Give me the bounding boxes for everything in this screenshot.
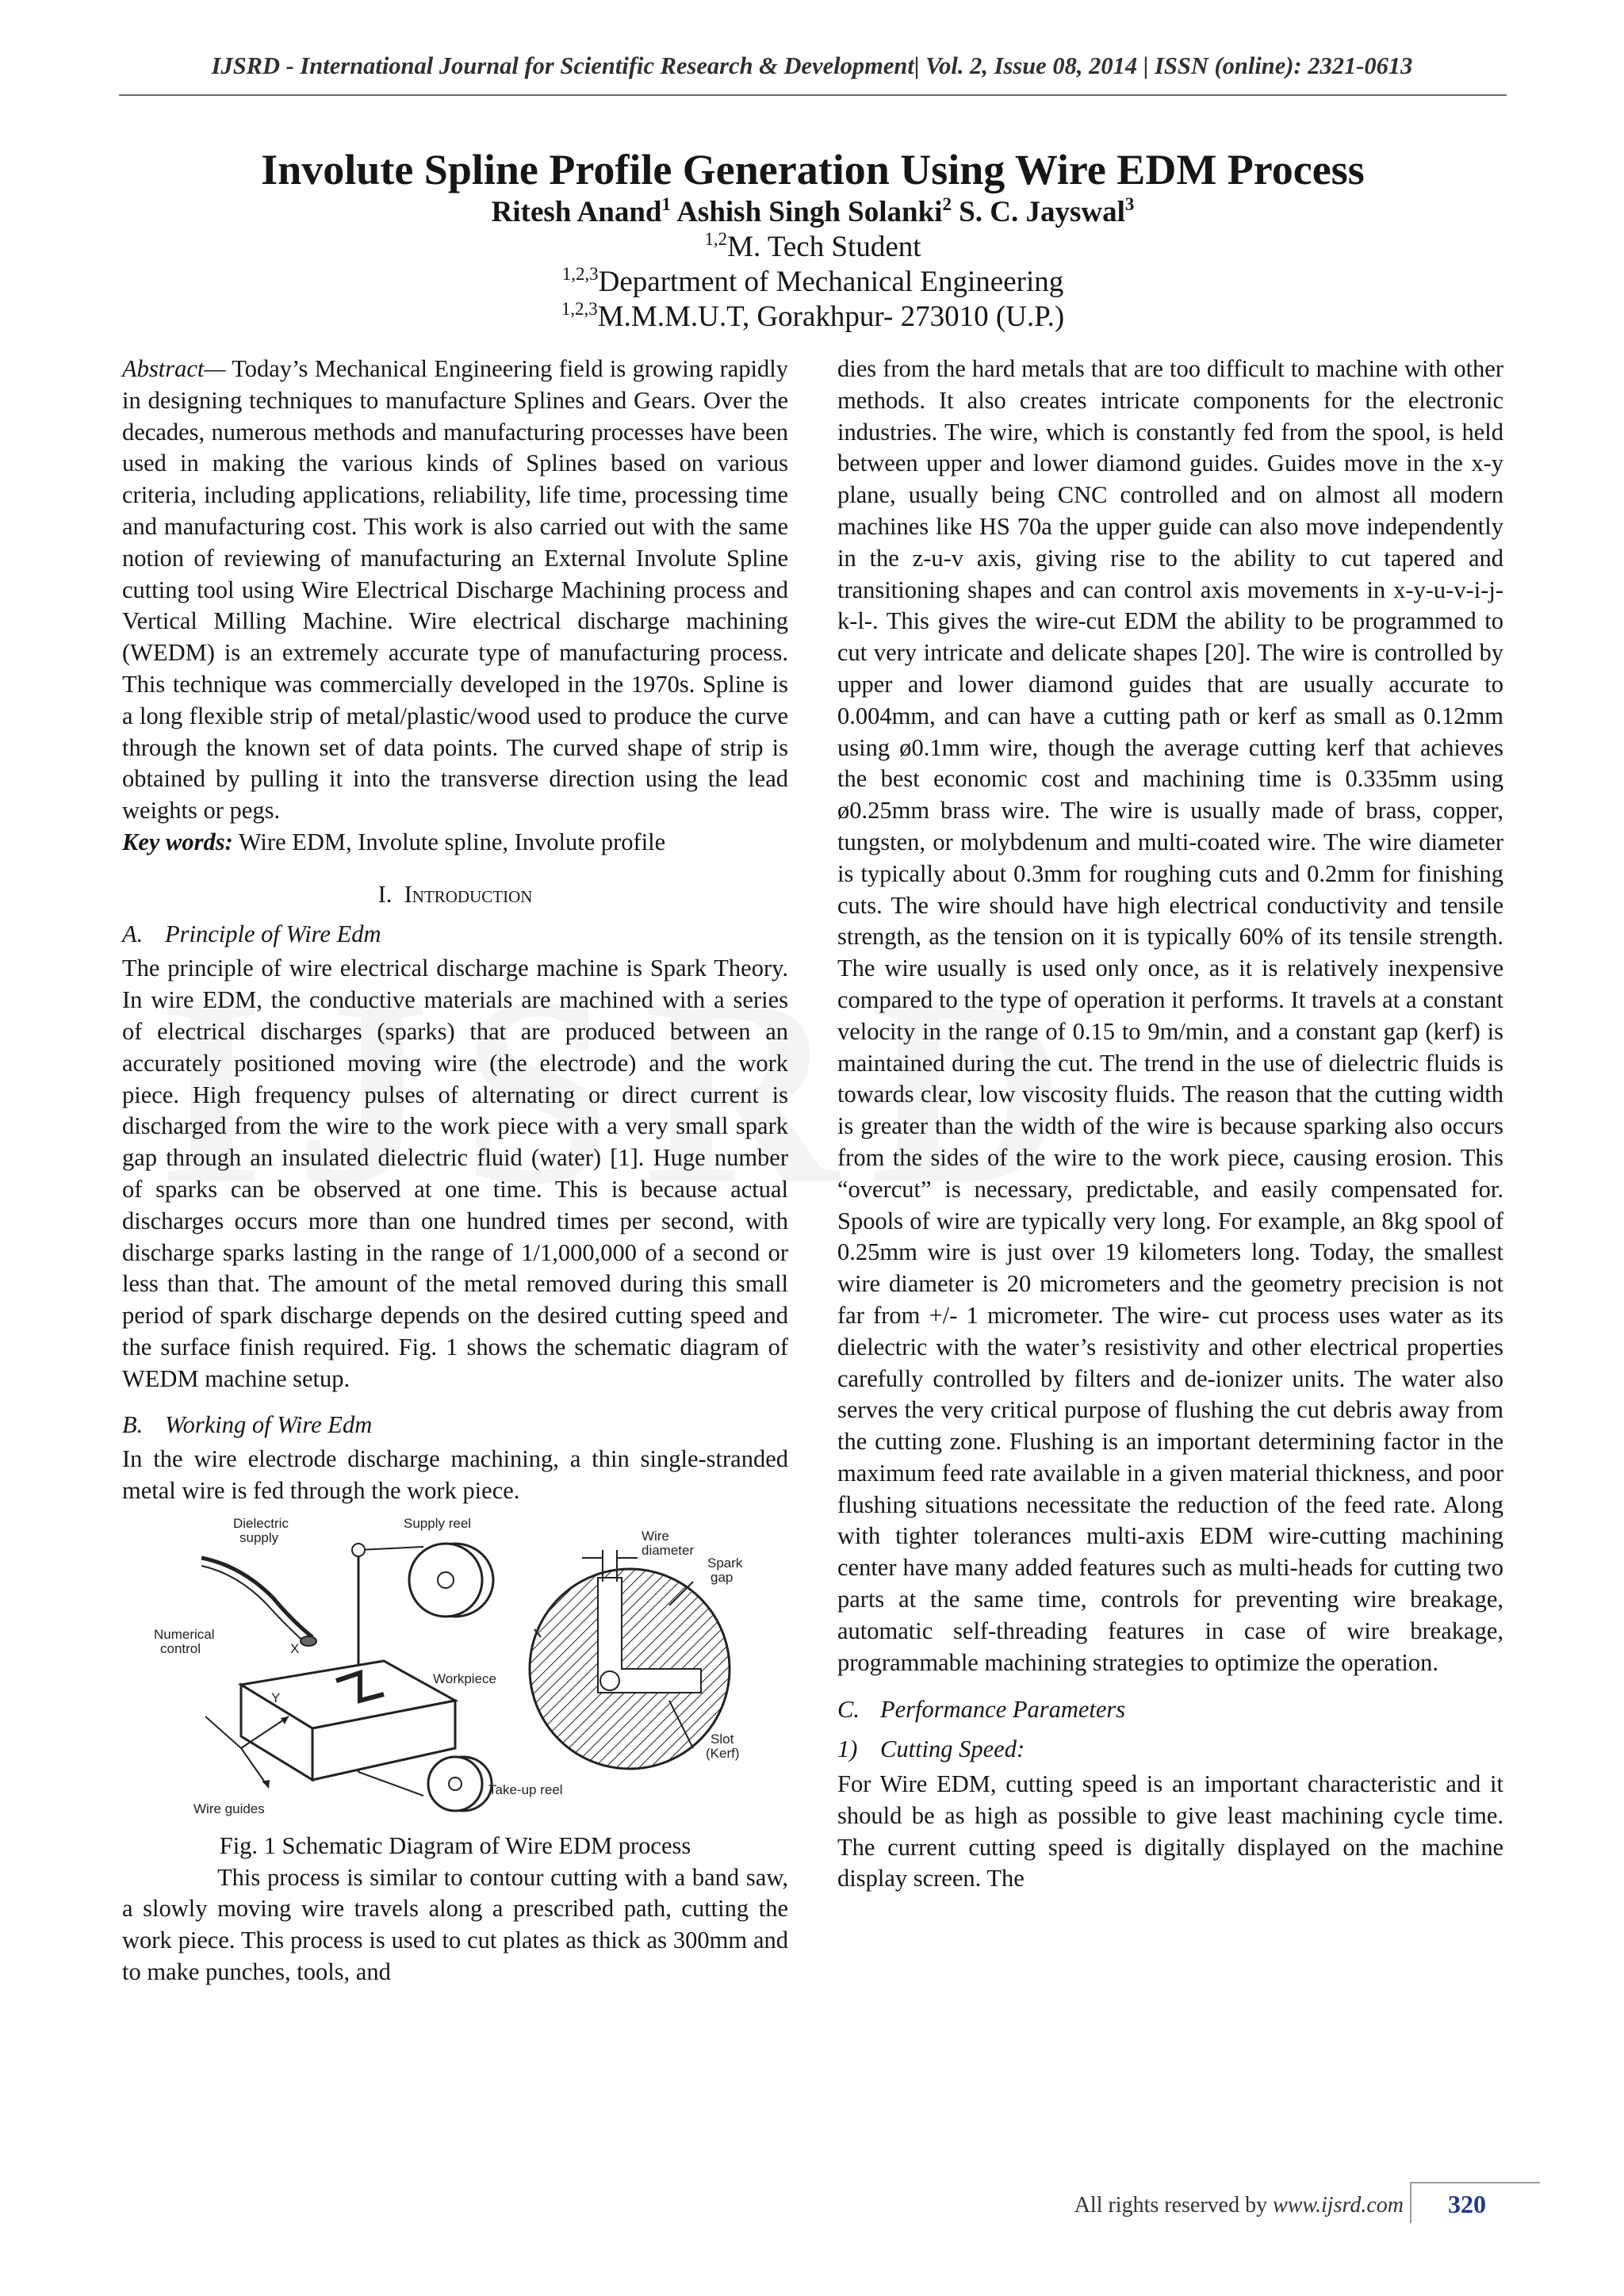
label-control: control: [160, 1640, 201, 1656]
section-title: Introduction: [404, 880, 533, 908]
label-workpiece: Workpiece: [433, 1670, 496, 1686]
subsubsection-label: 1): [837, 1735, 858, 1763]
header-rule: [119, 94, 1507, 96]
label-slot: Slot: [710, 1731, 734, 1747]
label-gap: gap: [710, 1569, 733, 1585]
author-name: S. C. Jayswal: [959, 196, 1125, 228]
subsection-heading: [122, 1410, 788, 1441]
affiliation-sup: 1,2,3: [561, 263, 599, 284]
label-x: X: [290, 1640, 300, 1656]
wire-edm-diagram: [122, 1510, 788, 1823]
paragraph: This process is similar to contour cutting with a band saw, a slowly moving wire travels along a prescribed path, cutting the work piece. This process is used to cut plates as thick as 300mm and to make punches, tools, and: [122, 1863, 788, 1986]
subsubsection-title: Cutting Speed:: [880, 1735, 1025, 1763]
subsubsection-heading: [837, 1734, 1503, 1766]
author-sup: 1: [661, 193, 671, 214]
subsection-heading: [837, 1694, 1503, 1726]
subsection-label: C.: [837, 1696, 860, 1724]
subsection-title: Performance Parameters: [880, 1696, 1126, 1724]
running-header: IJSRD - International Journal for Scientific Research & Development| Vol. 2, Issue 08, 2014 | ISSN (online): 2321-0613: [211, 52, 1413, 79]
right-column: [837, 354, 1503, 1895]
section-heading: [122, 879, 788, 911]
left-column: [122, 354, 788, 1988]
figure-1: [122, 1510, 788, 1823]
label-dielectric: Dielectric: [233, 1515, 289, 1531]
author-list: [119, 195, 1507, 230]
footer-rights: [1031, 2193, 1404, 2218]
label-take-up-reel: Take-up reel: [488, 1781, 563, 1797]
subsection-label: A.: [122, 920, 144, 947]
label-y: Y: [271, 1689, 281, 1705]
subsection-label: B.: [122, 1410, 144, 1438]
footer-rights-text: All rights reserved by: [1074, 2193, 1274, 2218]
label-wire: Wire: [642, 1528, 669, 1544]
subsection-title: Working of Wire Edm: [165, 1410, 373, 1438]
abstract-text: Today’s Mechanical Engineering field is growing rapidly in designing techniques to manufacture Splines and Gears. Over the decades, numerous methods and manufacturing processes have been used in making the various kinds of Splines based on various criteria, including applications, reliability, life time, processing time and manufacturing cost. This work is also carried out with the same notion of reviewing of manufacturing an External Involute Spline cutting tool using Wire Electrical Discharge Machining process and Vertical Milling Machine. Wire electrical discharge machining (WEDM) is an extremely accurate type of manufacturing process. This technique was commercially developed in the 1970s. Spline is a long flexible strip of metal/plastic/wood used to produce the curve through the known set of data points. The curved shape of strip is obtained by pulling it into the transverse direction using the lead weights or pegs.: [122, 355, 788, 825]
page-number: 320: [1448, 2190, 1486, 2218]
section-number: I.: [377, 880, 393, 908]
label-supply-reel: Supply reel: [404, 1515, 472, 1531]
abstract: [122, 354, 788, 827]
paragraph: dies from the hard metals that are too difficult to machine with other methods. It also creates intricate components for the electronic industries. The wire, which is constantly fed from the spool, is held between upper and lower diamond guides. Guides move in the x-y plane, usually being CNC controlled and on almost all modern machines like HS 70a the upper guide can also move independently in the z-u-v axis, giving rise to the ability to cut tapered and transitioning shapes and can control axis movements in x-y-u-v-i-j-k-l-. This gives the wire-cut EDM the ability to be programmed to cut very intricate and delicate shapes [20]. The wire is controlled by upper and lower diamond guides that are usually accurate to 0.004mm, and can have a cutting path or kerf as small as 0.12mm using ø0.1mm wire, though the average cutting kerf that achieves the best economic cost and machining time is 0.335mm using ø0.25mm brass wire. The wire is usually made of brass, copper, tungsten, or molybdenum and multi-coated wire. The wire diameter is typically about 0.3mm for roughing cuts and 0.2mm for finishing cuts. The wire should have high electrical conductivity and tensile strength, as the tension on it is typically 60% of its tensile strength. The wire usually is used only once, as it is relatively inexpensive compared to the type of operation it performs. It travels at a constant velocity in the range of 0.15 to 9m/min, and a constant gap (kerf) is maintained during the cut. The trend in the use of dielectric fluids is towards clear, low viscosity fluids. The reason that the cutting width is greater than the width of the wire is because sparking also occurs from the sides of the wire to the work piece, causing erosion. This “overcut” is necessary, predictable, and easily compensated for. Spools of wire are typically very long. For example, an 8kg spool of 0.25mm wire is just over 19 kilometers long. Today, the smallest wire diameter is 20 micrometers and the geometry precision is not far from +/- 1 micrometer. The wire- cut process uses water as its dielectric with the water’s resistivity and other electrical properties carefully controlled by filters and de-ionizer units. The water also serves the very critical purpose of flushing the cut debris away from the cutting zone. Flushing is an important determining factor in the maximum feed rate available in a given material thickness, and poor flushing situations necessitate the reduction of the feed rate. Along with tighter tolerances multi-axis EDM wire-cutting machining center have many added features such as multi-heads for cutting two parts at the same time, controls for preventing wire breakage, automatic self-threading features in case of wire breakage, programmable machining strategies to optimize the operation.: [837, 355, 1503, 1676]
label-wire-guides: Wire guides: [193, 1800, 265, 1816]
keywords: [122, 827, 788, 859]
author-sup: 3: [1124, 193, 1135, 214]
affiliation-sup: 1,2: [704, 228, 728, 249]
label-numerical: Numerical: [154, 1626, 215, 1642]
magnified-view: [530, 1550, 730, 1769]
subsection-heading: [122, 919, 788, 951]
label-spark: Spark: [707, 1555, 743, 1571]
subsection-title: Principle of Wire Edm: [165, 920, 381, 947]
keywords-text: Wire EDM, Involute spline, Involute profile: [232, 828, 666, 855]
dielectric-nozzle: [201, 1558, 316, 1646]
workpiece: [241, 1661, 455, 1780]
paragraph: The principle of wire electrical discharge machine is Spark Theory. In wire EDM, the conductive materials are machined with a series of electrical discharges (sparks) that are produced between an accurately positioned moving wire (the electrode) and the work piece. High frequency pulses of alternating or direct current is discharged from the wire to the work piece with a very small spark gap through an insulated dielectric fluid (water) [1]. Huge number of sparks can be observed at one time. This is because actual discharges occurs more than one hundred times per second, with discharge sparks lasting in the range of 1/1,000,000 of a second or less than that. The amount of the metal removed during this small period of spark discharge depends on the desired cutting speed and the surface finish required. Fig. 1 shows the schematic diagram of WEDM machine setup.: [122, 955, 788, 1392]
footer-website-link[interactable]: www.ijsrd.com: [1273, 2193, 1404, 2218]
affiliation-text: Department of Mechanical Engineering: [598, 266, 1064, 298]
title-block: [119, 144, 1507, 335]
affiliation-text: M. Tech Student: [727, 231, 921, 263]
take-up-reel: [428, 1757, 492, 1811]
label-diameter: diameter: [642, 1542, 695, 1558]
figure-caption: Fig. 1 Schematic Diagram of Wire EDM process: [219, 1831, 691, 1859]
affiliation-text: M.M.M.U.T, Gorakhpur- 273010 (U.P.): [597, 300, 1065, 333]
label-supply: supply: [239, 1529, 279, 1545]
keywords-label: Key words:: [122, 828, 233, 855]
author-name: Ashish Singh Solanki: [676, 196, 943, 228]
paragraph: For Wire EDM, cutting speed is an important characteristic and it should be as high as possible to give least machining cycle time. The current cutting speed is digitally displayed on the machine display screen. The: [837, 1770, 1503, 1892]
paper-title: Involute Spline Profile Generation Using Wire EDM Process: [261, 146, 1365, 193]
affiliation: [119, 265, 1507, 300]
label-kerf: (Kerf): [706, 1745, 740, 1761]
paragraph: In the wire electrode discharge machining, a thin single-stranded metal wire is fed through the work piece.: [122, 1445, 788, 1505]
affiliation: [119, 300, 1507, 335]
supply-reel: [409, 1544, 493, 1617]
affiliation-sup: 1,2,3: [561, 298, 598, 319]
abstract-label: Abstract—: [122, 355, 226, 382]
affiliation: [119, 230, 1507, 265]
author-name: Ritesh Anand: [491, 196, 662, 228]
author-sup: 2: [942, 193, 952, 214]
